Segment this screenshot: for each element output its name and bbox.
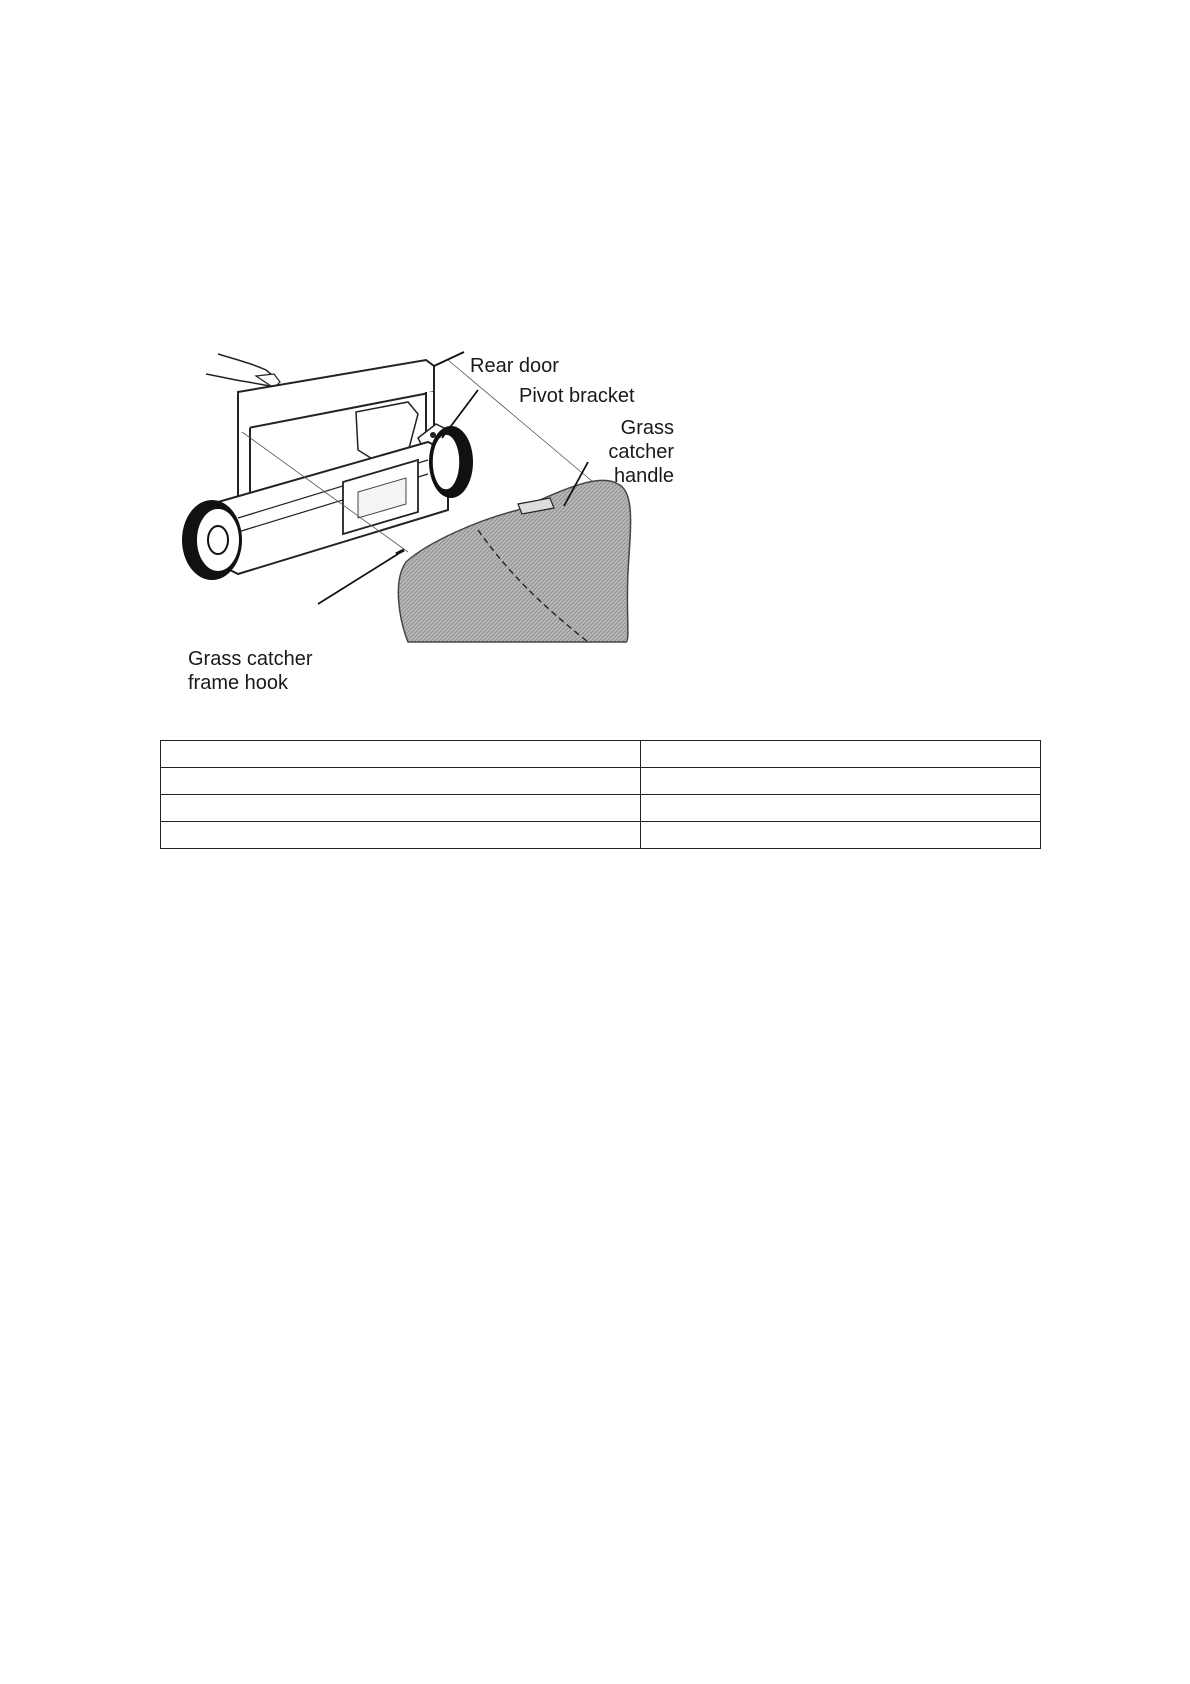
callout-line: Grass <box>620 417 674 439</box>
callout-rear-door: Rear door <box>470 355 559 377</box>
left-wheel <box>182 500 242 580</box>
table-cell <box>641 741 1041 768</box>
table-row <box>161 741 1041 768</box>
table-cell <box>641 822 1041 849</box>
callout-line: handle <box>613 465 674 487</box>
table-row <box>161 795 1041 822</box>
callout-grass-catcher-handle <box>584 416 674 488</box>
leader-rear-door <box>434 352 464 366</box>
table-row <box>161 822 1041 849</box>
right-wheel <box>429 426 473 498</box>
table-cell <box>641 768 1041 795</box>
callout-line: Grass catcher <box>188 648 313 670</box>
table-row <box>161 768 1041 795</box>
callout-line: catcher <box>608 441 674 463</box>
callout-grass-catcher-frame-hook <box>188 647 312 695</box>
callout-pivot-bracket: Pivot bracket <box>519 385 635 407</box>
leader-frame-hook <box>318 554 398 604</box>
table-cell <box>641 795 1041 822</box>
table-cell <box>161 822 641 849</box>
mower-grass-catcher-illustration <box>178 342 698 700</box>
table-cell <box>161 741 641 768</box>
empty-table <box>160 740 1041 849</box>
frame-hook-shape <box>396 550 404 554</box>
callout-line: frame hook <box>188 672 289 694</box>
table-cell <box>161 795 641 822</box>
table-cell <box>161 768 641 795</box>
